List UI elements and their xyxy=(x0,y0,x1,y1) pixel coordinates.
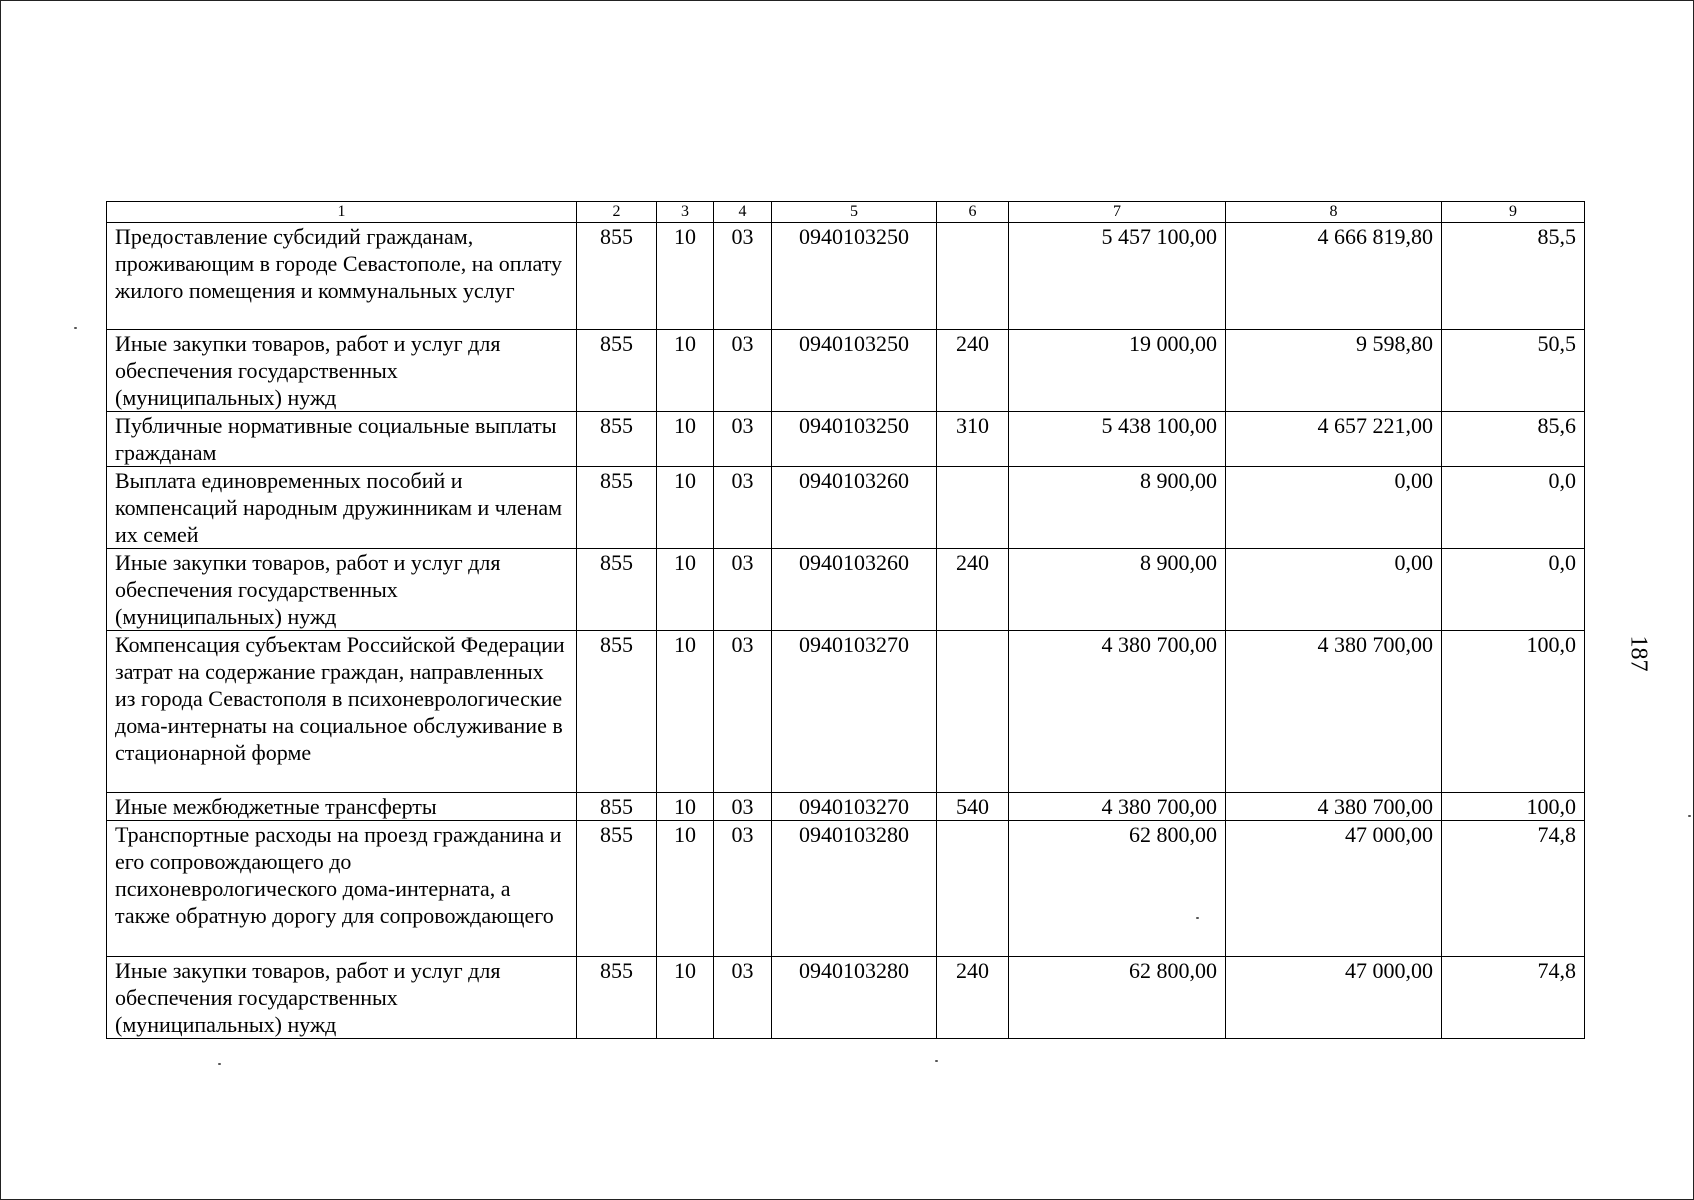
ministry-code-cell: 855 xyxy=(577,330,657,412)
column-number-cell: 7 xyxy=(1009,202,1226,223)
table-row xyxy=(107,957,1585,1039)
column-number-cell: 2 xyxy=(577,202,657,223)
planned-amount-cell: 5 457 100,00 xyxy=(1009,223,1226,330)
subsection-code-cell: 03 xyxy=(714,412,772,467)
expense-type-cell: 540 xyxy=(937,793,1009,821)
table-row xyxy=(107,793,1585,821)
target-article-cell: 0940103280 xyxy=(772,957,937,1039)
column-number-cell: 5 xyxy=(772,202,937,223)
expense-type-cell: 240 xyxy=(937,330,1009,412)
planned-amount-cell: 19 000,00 xyxy=(1009,330,1226,412)
execution-percent-cell: 0,0 xyxy=(1442,549,1585,631)
execution-percent-cell: 74,8 xyxy=(1442,821,1585,957)
target-article-cell: 0940103260 xyxy=(772,549,937,631)
subsection-code-cell: 03 xyxy=(714,957,772,1039)
section-code-cell: 10 xyxy=(657,412,714,467)
section-code-cell: 10 xyxy=(657,793,714,821)
scan-speck xyxy=(74,327,77,329)
target-article-cell: 0940103270 xyxy=(772,793,937,821)
expense-type-cell: 240 xyxy=(937,957,1009,1039)
executed-amount-cell: 4 380 700,00 xyxy=(1226,631,1442,793)
table-row xyxy=(107,330,1585,412)
target-article-cell: 0940103270 xyxy=(772,631,937,793)
item-name-cell: Иные закупки товаров, работ и услуг для обеспечения государственных (муниципальных) нужд xyxy=(107,549,577,631)
target-article-cell: 0940103250 xyxy=(772,330,937,412)
subsection-code-cell: 03 xyxy=(714,223,772,330)
column-number-cell: 4 xyxy=(714,202,772,223)
planned-amount-cell: 4 380 700,00 xyxy=(1009,631,1226,793)
scan-speck xyxy=(1196,917,1199,919)
scan-speck xyxy=(218,1063,221,1065)
planned-amount-cell: 4 380 700,00 xyxy=(1009,793,1226,821)
planned-amount-cell: 62 800,00 xyxy=(1009,957,1226,1039)
item-name-cell: Иные закупки товаров, работ и услуг для обеспечения государственных (муниципальных) нужд xyxy=(107,957,577,1039)
column-number-cell: 1 xyxy=(107,202,577,223)
section-code-cell: 10 xyxy=(657,821,714,957)
scan-speck xyxy=(935,1060,938,1062)
ministry-code-cell: 855 xyxy=(577,412,657,467)
table-row xyxy=(107,821,1585,957)
ministry-code-cell: 855 xyxy=(577,821,657,957)
expense-type-cell xyxy=(937,821,1009,957)
ministry-code-cell: 855 xyxy=(577,223,657,330)
section-code-cell: 10 xyxy=(657,957,714,1039)
column-number-cell: 9 xyxy=(1442,202,1585,223)
subsection-code-cell: 03 xyxy=(714,793,772,821)
item-name-cell: Транспортные расходы на проезд гражданина и его сопровождающего до психоневрологического дома-интерната, а также обратную дорогу для сопровождающего xyxy=(107,821,577,957)
subsection-code-cell: 03 xyxy=(714,631,772,793)
execution-percent-cell: 100,0 xyxy=(1442,793,1585,821)
expense-type-cell xyxy=(937,467,1009,549)
target-article-cell: 0940103250 xyxy=(772,412,937,467)
executed-amount-cell: 9 598,80 xyxy=(1226,330,1442,412)
ministry-code-cell: 855 xyxy=(577,957,657,1039)
execution-percent-cell: 100,0 xyxy=(1442,631,1585,793)
column-number-cell: 3 xyxy=(657,202,714,223)
executed-amount-cell: 4 657 221,00 xyxy=(1226,412,1442,467)
execution-percent-cell: 85,6 xyxy=(1442,412,1585,467)
section-code-cell: 10 xyxy=(657,467,714,549)
column-number-row xyxy=(107,202,1585,223)
ministry-code-cell: 855 xyxy=(577,793,657,821)
subsection-code-cell: 03 xyxy=(714,549,772,631)
ministry-code-cell: 855 xyxy=(577,467,657,549)
planned-amount-cell: 8 900,00 xyxy=(1009,467,1226,549)
execution-percent-cell: 74,8 xyxy=(1442,957,1585,1039)
execution-percent-cell: 50,5 xyxy=(1442,330,1585,412)
item-name-cell: Предоставление субсидий гражданам, проживающим в городе Севастополе, на оплату жилого помещения и коммунальных услуг xyxy=(107,223,577,330)
executed-amount-cell: 47 000,00 xyxy=(1226,821,1442,957)
expense-type-cell xyxy=(937,223,1009,330)
table-row xyxy=(107,631,1585,793)
planned-amount-cell: 5 438 100,00 xyxy=(1009,412,1226,467)
target-article-cell: 0940103260 xyxy=(772,467,937,549)
executed-amount-cell: 47 000,00 xyxy=(1226,957,1442,1039)
section-code-cell: 10 xyxy=(657,631,714,793)
ministry-code-cell: 855 xyxy=(577,549,657,631)
executed-amount-cell: 0,00 xyxy=(1226,467,1442,549)
section-code-cell: 10 xyxy=(657,223,714,330)
expense-type-cell xyxy=(937,631,1009,793)
item-name-cell: Иные закупки товаров, работ и услуг для обеспечения государственных (муниципальных) нужд xyxy=(107,330,577,412)
section-code-cell: 10 xyxy=(657,549,714,631)
ministry-code-cell: 855 xyxy=(577,631,657,793)
budget-table xyxy=(106,201,1585,1039)
subsection-code-cell: 03 xyxy=(714,330,772,412)
target-article-cell: 0940103250 xyxy=(772,223,937,330)
item-name-cell: Компенсация субъектам Российской Федерации затрат на содержание граждан, направленных из города Севастополя в психоневрологические дома-интернаты на социальное обслуживание в стационарной форме xyxy=(107,631,577,793)
item-name-cell: Публичные нормативные социальные выплаты гражданам xyxy=(107,412,577,467)
item-name-cell: Иные межбюджетные трансферты xyxy=(107,793,577,821)
table-row xyxy=(107,467,1585,549)
executed-amount-cell: 4 380 700,00 xyxy=(1226,793,1442,821)
section-code-cell: 10 xyxy=(657,330,714,412)
execution-percent-cell: 85,5 xyxy=(1442,223,1585,330)
executed-amount-cell: 0,00 xyxy=(1226,549,1442,631)
subsection-code-cell: 03 xyxy=(714,821,772,957)
subsection-code-cell: 03 xyxy=(714,467,772,549)
scan-speck xyxy=(1688,815,1691,817)
execution-percent-cell: 0,0 xyxy=(1442,467,1585,549)
planned-amount-cell: 62 800,00 xyxy=(1009,821,1226,957)
item-name-cell: Выплата единовременных пособий и компенсаций народным дружинникам и членам их семей xyxy=(107,467,577,549)
planned-amount-cell: 8 900,00 xyxy=(1009,549,1226,631)
column-number-cell: 6 xyxy=(937,202,1009,223)
column-number-cell: 8 xyxy=(1226,202,1442,223)
expense-type-cell: 240 xyxy=(937,549,1009,631)
target-article-cell: 0940103280 xyxy=(772,821,937,957)
executed-amount-cell: 4 666 819,80 xyxy=(1226,223,1442,330)
expense-type-cell: 310 xyxy=(937,412,1009,467)
table-row xyxy=(107,412,1585,467)
table-row xyxy=(107,223,1585,330)
page-number: 187 xyxy=(1625,635,1652,672)
table-row xyxy=(107,549,1585,631)
